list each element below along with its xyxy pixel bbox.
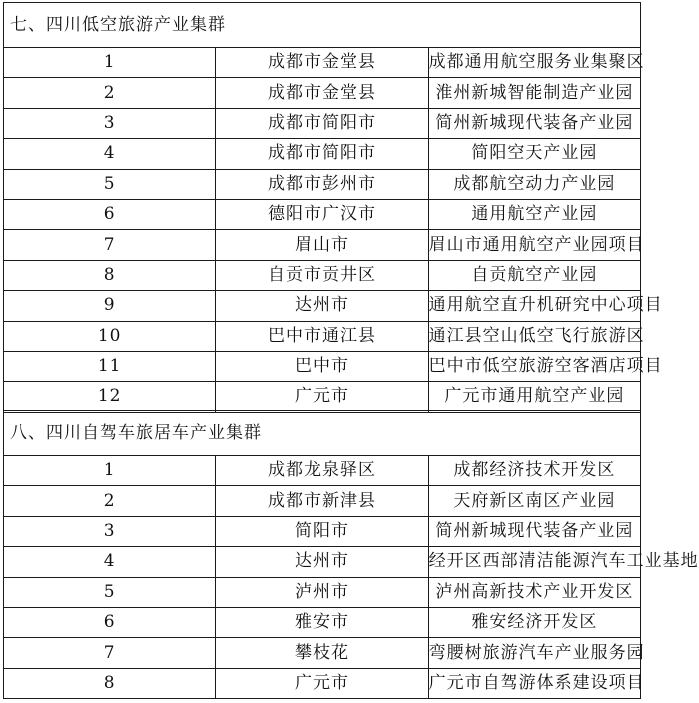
row-park: 广元市通用航空产业园: [428, 382, 640, 412]
table-row: [4, 108, 641, 138]
row-park: 简州新城现代装备产业园: [428, 516, 640, 546]
row-location: 攀枝花: [216, 638, 428, 668]
row-location: 成都市金堂县: [216, 78, 428, 108]
table-row: [4, 139, 641, 169]
table-row: [4, 291, 641, 321]
row-location: 成都市简阳市: [216, 108, 428, 138]
row-number: 7: [4, 230, 216, 260]
table-row: [4, 382, 641, 412]
row-park: 雅安经济开发区: [428, 607, 640, 637]
table-row: [4, 351, 641, 381]
row-park: 成都航空动力产业园: [428, 169, 640, 199]
table-row: [4, 78, 641, 108]
row-location: 巴中市通江县: [216, 321, 428, 351]
row-park: 泸州高新技术产业开发区: [428, 577, 640, 607]
row-number: 5: [4, 577, 216, 607]
row-number: 3: [4, 108, 216, 138]
row-park: 眉山市通用航空产业园项目: [428, 230, 640, 260]
row-number: 6: [4, 199, 216, 229]
table-row: [4, 577, 641, 607]
row-location: 雅安市: [216, 607, 428, 637]
table-row: [4, 486, 641, 516]
row-park: 弯腰树旅游汽车产业服务园: [428, 638, 640, 668]
row-number: 2: [4, 486, 216, 516]
row-location: 眉山市: [216, 230, 428, 260]
row-location: 达州市: [216, 291, 428, 321]
table-row: [4, 260, 641, 290]
row-park: 通用航空直升机研究中心项目: [428, 291, 640, 321]
row-number: 2: [4, 78, 216, 108]
section-heading: 八、四川自驾车旅居车产业集群: [4, 411, 641, 456]
row-number: 9: [4, 291, 216, 321]
row-number: 12: [4, 382, 216, 412]
table-row: [4, 547, 641, 577]
cluster-table-low-altitude-tourism: [3, 2, 663, 413]
row-number: 4: [4, 139, 216, 169]
row-location: 达州市: [216, 547, 428, 577]
row-number: 5: [4, 169, 216, 199]
row-number: 6: [4, 607, 216, 637]
row-number: 1: [4, 456, 216, 486]
row-park: 成都经济技术开发区: [428, 456, 640, 486]
table-row: [4, 516, 641, 546]
table-row: [4, 607, 641, 637]
row-number: 8: [4, 668, 216, 698]
table-row: [4, 199, 641, 229]
row-park: 通用航空产业园: [428, 199, 640, 229]
row-park: 天府新区南区产业园: [428, 486, 640, 516]
row-location: 泸州市: [216, 577, 428, 607]
row-location: 自贡市贡井区: [216, 260, 428, 290]
cluster-table-self-drive-rv: [3, 410, 699, 699]
row-location: 广元市: [216, 668, 428, 698]
row-park: 通江县空山低空飞行旅游区: [428, 321, 640, 351]
row-number: 10: [4, 321, 216, 351]
row-location: 成都市金堂县: [216, 48, 428, 78]
row-park: 简州新城现代装备产业园: [428, 108, 640, 138]
row-location: 成都市彭州市: [216, 169, 428, 199]
row-park: 经开区西部清洁能源汽车工业基地: [428, 547, 640, 577]
row-number: 3: [4, 516, 216, 546]
table-row: [4, 169, 641, 199]
table-row: [4, 48, 641, 78]
table-row: [4, 668, 641, 698]
row-location: 广元市: [216, 382, 428, 412]
row-number: 7: [4, 638, 216, 668]
section-heading: 七、四川低空旅游产业集群: [4, 3, 641, 48]
row-park: 淮州新城智能制造产业园: [428, 78, 640, 108]
row-number: 4: [4, 547, 216, 577]
section-heading-row: [4, 3, 641, 48]
row-location: 成都市新津县: [216, 486, 428, 516]
row-location: 巴中市: [216, 351, 428, 381]
section-heading-row: [4, 411, 641, 456]
table-row: [4, 230, 641, 260]
table-row: [4, 321, 641, 351]
row-park: 成都通用航空服务业集聚区: [428, 48, 640, 78]
row-location: 简阳市: [216, 516, 428, 546]
row-location: 成都市简阳市: [216, 139, 428, 169]
row-park: 简阳空天产业园: [428, 139, 640, 169]
row-number: 8: [4, 260, 216, 290]
table-row: [4, 638, 641, 668]
row-location: 德阳市广汉市: [216, 199, 428, 229]
row-park: 广元市自驾游体系建设项目: [428, 668, 640, 698]
row-location: 成都龙泉驿区: [216, 456, 428, 486]
row-number: 1: [4, 48, 216, 78]
row-number: 11: [4, 351, 216, 381]
table-row: [4, 456, 641, 486]
row-park: 巴中市低空旅游空客酒店项目: [428, 351, 640, 381]
row-park: 自贡航空产业园: [428, 260, 640, 290]
